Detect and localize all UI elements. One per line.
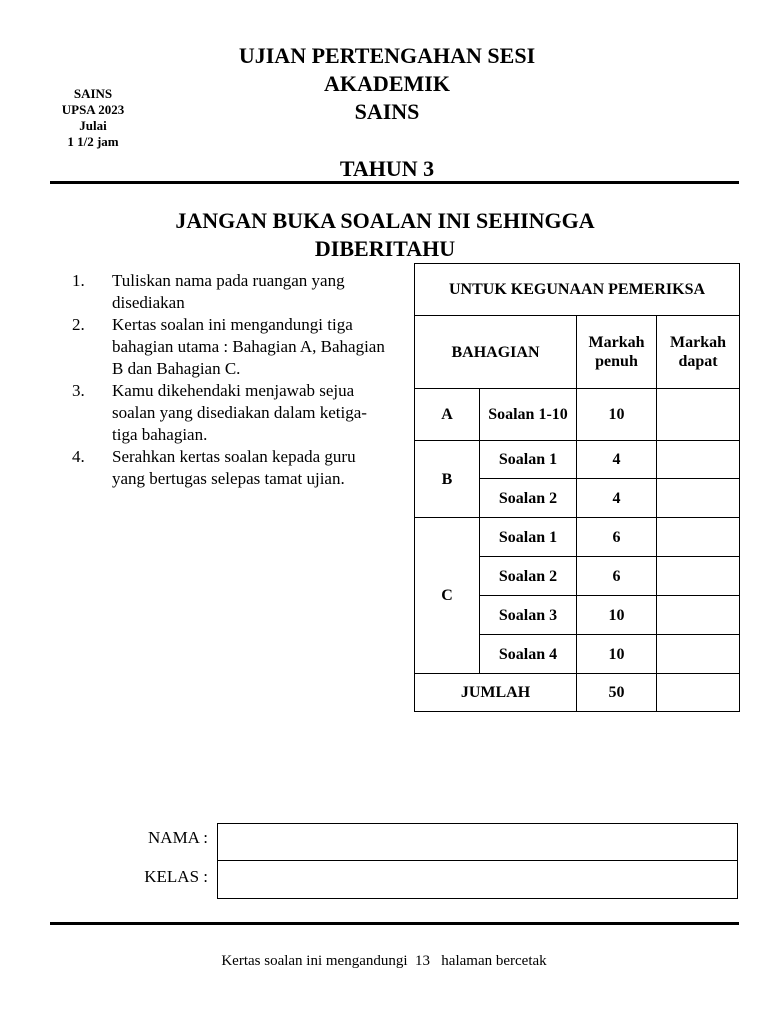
full-marks-cell: 6 xyxy=(577,557,657,596)
warning-line-1: JANGAN BUKA SOALAN INI SEHINGGA xyxy=(175,208,595,233)
question-label: Soalan 2 xyxy=(480,557,577,596)
header-bahagian: BAHAGIAN xyxy=(415,316,577,389)
section-label: C xyxy=(415,518,480,674)
total-label: JUMLAH xyxy=(415,674,577,712)
obtained-marks-cell[interactable] xyxy=(657,596,740,635)
exam-title xyxy=(150,42,624,126)
obtained-marks-cell[interactable] xyxy=(657,518,740,557)
header-full-marks: Markah penuh xyxy=(577,316,657,389)
question-label: Soalan 1 xyxy=(480,518,577,557)
instruction-item xyxy=(72,380,392,446)
footer-prefix: Kertas soalan ini mengandungi xyxy=(221,953,408,969)
title-line-3: SAINS xyxy=(354,99,420,124)
instruction-item xyxy=(72,446,392,490)
top-divider xyxy=(50,181,739,184)
instruction-number: 2. xyxy=(72,315,85,334)
instruction-number: 3. xyxy=(72,381,85,400)
instructions-list xyxy=(72,270,392,490)
examiner-marks-table xyxy=(414,263,740,712)
question-label: Soalan 1 xyxy=(480,441,577,479)
instruction-number: 1. xyxy=(72,271,85,290)
full-marks-cell: 10 xyxy=(577,389,657,441)
nama-field[interactable] xyxy=(217,823,738,861)
instruction-number: 4. xyxy=(72,447,85,466)
do-not-open-warning xyxy=(130,207,640,263)
instruction-text: Serahkan kertas soalan kepada guru yang bertugas selepas tamat ujian. xyxy=(112,447,356,488)
full-marks-cell: 4 xyxy=(577,441,657,479)
nama-label: NAMA : xyxy=(148,828,208,847)
full-marks-cell: 10 xyxy=(577,635,657,674)
obtained-marks-cell[interactable] xyxy=(657,635,740,674)
kelas-field[interactable] xyxy=(217,860,738,899)
question-label: Soalan 4 xyxy=(480,635,577,674)
table-row xyxy=(415,441,740,479)
total-obtained-marks[interactable] xyxy=(657,674,740,712)
section-label: B xyxy=(415,441,480,518)
examiner-use-heading: UNTUK KEGUNAAN PEMERIKSA xyxy=(415,264,740,316)
warning-line-2: DIBERITAHU xyxy=(314,236,456,261)
footer-suffix: halaman bercetak xyxy=(441,953,547,969)
instruction-item xyxy=(72,314,392,380)
table-row xyxy=(415,518,740,557)
obtained-marks-cell[interactable] xyxy=(657,389,740,441)
header-obtained-marks: Markah dapat xyxy=(657,316,740,389)
exam-code: UPSA 2023 xyxy=(61,102,125,117)
question-label: Soalan 2 xyxy=(480,479,577,518)
total-full-marks: 50 xyxy=(577,674,657,712)
exam-duration: 1 1/2 jam xyxy=(67,134,119,149)
instruction-text: Tuliskan nama pada ruangan yang disediakan xyxy=(112,271,345,312)
title-line-1: UJIAN PERTENGAHAN SESI xyxy=(238,43,536,68)
instruction-text: Kertas soalan ini mengandungi tiga bahagian utama : Bahagian A, Bahagian B dan Bahagian C. xyxy=(112,315,385,378)
bottom-divider xyxy=(50,922,739,925)
obtained-marks-cell[interactable] xyxy=(657,479,740,518)
question-label: Soalan 1-10 xyxy=(480,389,577,441)
instruction-text: Kamu dikehendaki menjawab sejua soalan yang disediakan dalam ketiga-tiga bahagian. xyxy=(112,381,367,444)
year-level: TAHUN 3 xyxy=(339,156,435,181)
table-total-row xyxy=(415,674,740,712)
kelas-label: KELAS : xyxy=(144,867,208,886)
obtained-marks-cell[interactable] xyxy=(657,441,740,479)
full-marks-cell: 10 xyxy=(577,596,657,635)
subject-code: SAINS xyxy=(73,86,113,101)
table-row xyxy=(415,389,740,441)
question-label: Soalan 3 xyxy=(480,596,577,635)
instruction-item xyxy=(72,270,392,314)
table-header-row xyxy=(415,316,740,389)
full-marks-cell: 6 xyxy=(577,518,657,557)
full-marks-cell: 4 xyxy=(577,479,657,518)
obtained-marks-cell[interactable] xyxy=(657,557,740,596)
exam-month: Julai xyxy=(79,118,107,133)
title-line-2: AKADEMIK xyxy=(324,71,450,96)
footer-page-count: 13 xyxy=(415,953,431,969)
table-heading-row xyxy=(415,264,740,316)
page-count-footer xyxy=(0,951,768,971)
subject-info xyxy=(48,86,138,150)
section-label: A xyxy=(415,389,480,441)
